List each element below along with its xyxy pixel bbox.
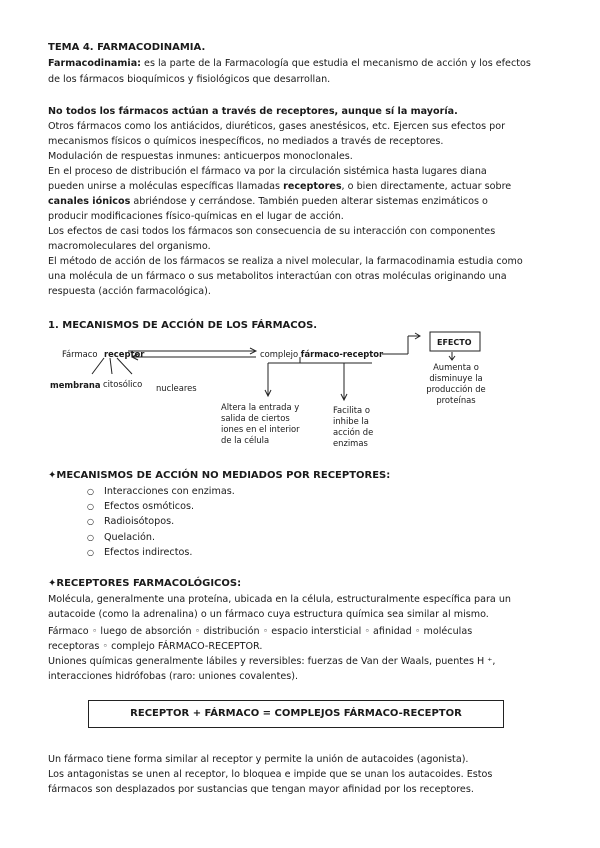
list-item: ○ Efectos osmóticos. xyxy=(104,501,194,513)
paragraph-line: El método de acción de los fármacos se realiza a nivel molecular, la farmacodinamia estudia como xyxy=(48,256,523,267)
text: Aumenta o xyxy=(433,362,479,372)
section-3-title: ✦RECEPTORES FARMACOLÓGICOS: xyxy=(48,578,242,589)
page-title: TEMA 4. FARMACODINAMIA. xyxy=(48,42,206,53)
diagram-citosolico: citosólico xyxy=(103,379,143,389)
text: acción de xyxy=(333,427,374,437)
diagram-aumenta xyxy=(416,362,496,406)
list-item: ○ Efectos indirectos. xyxy=(104,547,192,559)
paragraph-line: producir modificaciones físico-químicas en el lugar de acción. xyxy=(48,211,344,222)
text: producción de xyxy=(426,384,486,394)
text: iones en el interior xyxy=(221,424,300,434)
text: enzimas xyxy=(333,438,368,448)
diagram-receptor: receptor xyxy=(104,349,145,359)
paragraph-line xyxy=(48,181,511,193)
diagram-farmaco: Fármaco xyxy=(62,349,98,359)
term-canales-ionicos: canales iónicos xyxy=(48,196,131,207)
diagram-membrana: membrana xyxy=(50,380,101,390)
paragraph-line: macromoleculares del organismo. xyxy=(48,241,211,252)
text: complejo xyxy=(260,349,301,359)
intro-text: es la parte de la Farmacología que estudia el mecanismo de acción y los efectos xyxy=(141,58,531,69)
paragraph-line: Otros fármacos como los antiácidos, diuréticos, gases anestésicos, etc. Ejercen sus efectos por xyxy=(48,121,506,132)
diagram-altera xyxy=(221,402,300,446)
text: salida de ciertos xyxy=(221,413,290,423)
text: fármaco-receptor xyxy=(300,349,384,359)
intro-term: Farmacodinamia: xyxy=(48,58,141,69)
text: proteínas xyxy=(436,395,476,405)
list-item: ○ Radioisótopos. xyxy=(104,516,174,528)
diagram-complejo xyxy=(260,349,383,360)
section-1-title: 1. MECANISMOS DE ACCIÓN DE LOS FÁRMACOS. xyxy=(48,320,318,331)
text: , o bien directamente, actuar sobre xyxy=(341,181,512,192)
diagram-facilita xyxy=(333,405,373,449)
paragraph-line: receptoras ◦ complejo FÁRMACO-RECEPTOR. xyxy=(48,641,263,652)
paragraph-line: autacoide (como la adrenalina) o un fármaco cuya estructura química sea similar al mismo. xyxy=(48,609,489,620)
intro-line-1 xyxy=(48,58,531,70)
text: de la célula xyxy=(221,435,270,445)
term-receptores: receptores xyxy=(283,181,342,192)
paragraph-line: mecanismos físicos o químicos inespecíficos, no mediados a través de receptores. xyxy=(48,136,444,147)
paragraph-line: Molécula, generalmente una proteína, ubicada en la célula, estructuralmente específica para un xyxy=(48,594,512,605)
paragraph-line: Los efectos de casi todos los fármacos son consecuencia de su interacción con componentes xyxy=(48,226,496,237)
paragraph-line: Modulación de respuestas inmunes: anticuerpos monoclonales. xyxy=(48,151,353,162)
intro-line-2: de los fármacos bioquímicos y fisiológicos que desarrollan. xyxy=(48,74,331,85)
paragraph-line: una molécula de un fármaco o sus metabolitos interactúan con otras moléculas originando una xyxy=(48,271,507,282)
diagram-nucleares: nucleares xyxy=(156,383,197,393)
paragraph-line: Fármaco ◦ luego de absorción ◦ distribución ◦ espacio intersticial ◦ afinidad ◦ moléculas xyxy=(48,626,473,637)
section-2-title: ✦MECANISMOS DE ACCIÓN NO MEDIADOS POR RECEPTORES: xyxy=(48,470,391,481)
paragraph-line: interacciones hidrófobas (raro: uniones covalentes). xyxy=(48,671,299,682)
text: Facilita o xyxy=(333,405,370,415)
paragraph-line: respuesta (acción farmacológica). xyxy=(48,286,211,297)
receptors-heading: No todos los fármacos actúan a través de receptores, aunque sí la mayoría. xyxy=(48,106,458,117)
paragraph-line xyxy=(48,196,488,208)
closing-line: fármacos son desplazados por sustancias que tengan mayor afinidad por los receptores. xyxy=(48,784,474,795)
diagram-efecto: EFECTO xyxy=(437,338,472,347)
closing-line: Los antagonistas se unen al receptor, lo bloquea e impide que se unan los autacoides. Estos xyxy=(48,769,493,780)
text: Altera la entrada y xyxy=(221,402,300,412)
paragraph-line: En el proceso de distribución el fármaco va por la circulación sistémica hasta lugares diana xyxy=(48,166,487,177)
text: pueden unirse a moléculas específicas llamadas xyxy=(48,181,284,192)
list-item: ○ Interacciones con enzimas. xyxy=(104,486,235,498)
text: disminuye la xyxy=(429,373,483,383)
list-item: ○ Quelación. xyxy=(104,532,155,544)
formula-box: RECEPTOR + FÁRMACO = COMPLEJOS FÁRMACO-RECEPTOR xyxy=(88,700,504,728)
closing-line: Un fármaco tiene forma similar al receptor y permite la unión de autacoides (agonista). xyxy=(48,754,469,765)
text: abriéndose y cerrándose. También pueden alterar sistemas enzimáticos o xyxy=(130,196,488,207)
text: inhibe la xyxy=(333,416,369,426)
paragraph-line: Uniones químicas generalmente lábiles y reversibles: fuerzas de Van der Waals, puentes H ⁺, xyxy=(48,656,496,667)
